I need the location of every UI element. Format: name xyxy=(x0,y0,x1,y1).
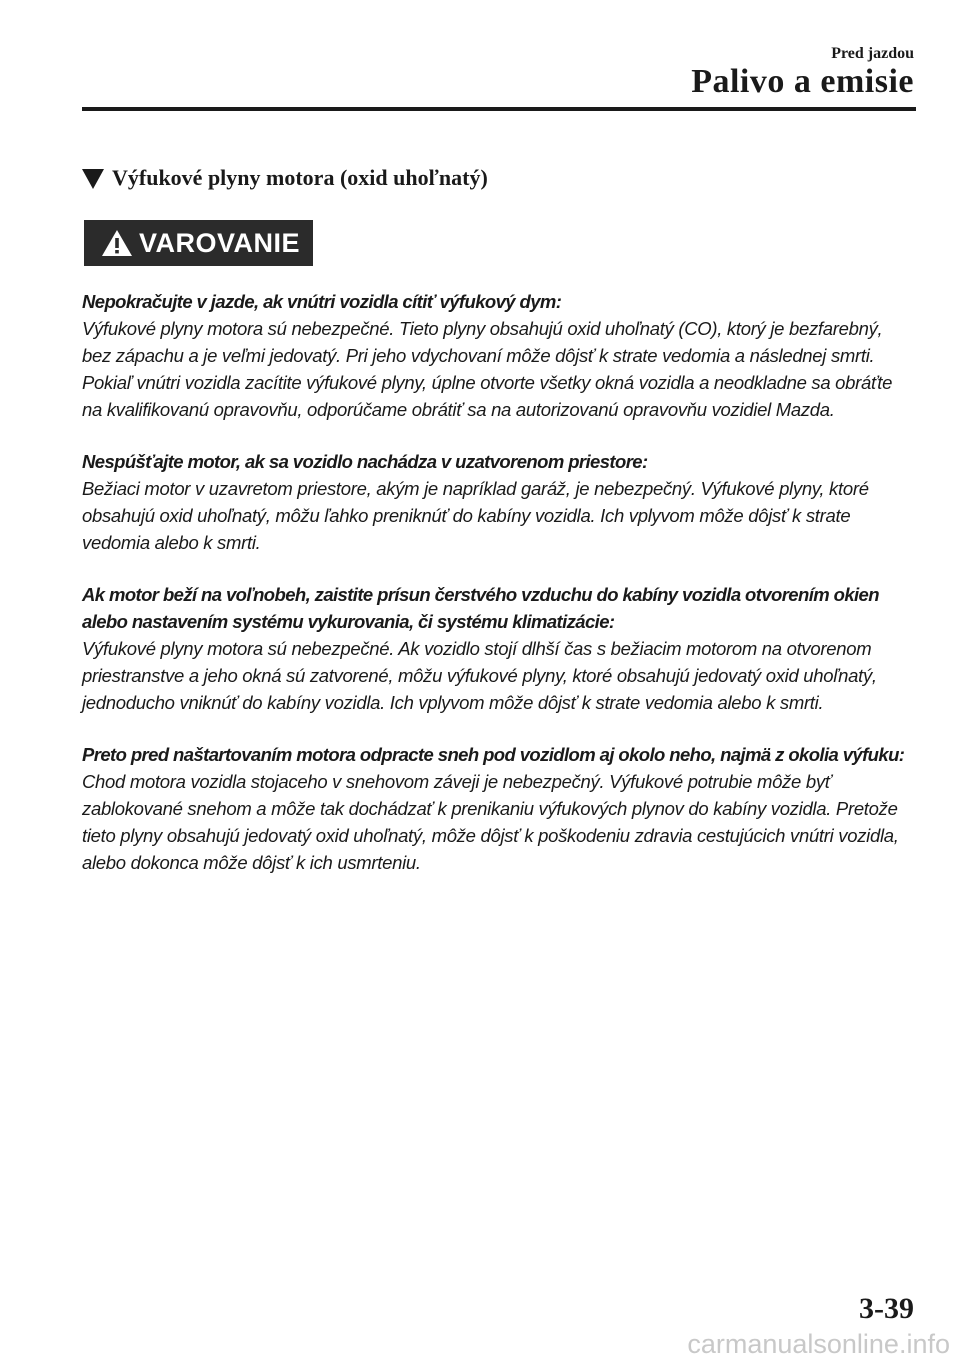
watermark: carmanualsonline.info xyxy=(687,1329,950,1359)
section-title xyxy=(82,164,488,192)
warning-paragraph xyxy=(82,581,912,716)
warning-badge xyxy=(84,220,313,266)
paragraph-heading: Ak motor beží na voľnobeh, zaistite prísun čerstvého vzduchu do kabíny vozidla otvorením okien alebo nastavením systému vykurovania, či systému klimatizácie: xyxy=(82,584,879,632)
triangle-down-icon xyxy=(82,169,104,189)
paragraph-heading: Nespúšťajte motor, ak sa vozidlo nachádza v uzatvorenom priestore: xyxy=(82,451,648,472)
section-title-text: Výfukové plyny motora (oxid uhoľnatý) xyxy=(112,165,488,190)
warning-label: VAROVANIE xyxy=(138,228,300,258)
paragraph-body: Výfukové plyny motora sú nebezpečné. Ak vozidlo stojí dlhší čas s bežiacim motorom na otvorenom priestranstve a jeho okná sú zatvorené, môžu výfukové plyny, ktoré obsahujú jedovatý oxid uhoľnatý, jednoducho vniknúť do kabíny vozidla. Ich vplyvom môže dôjsť k strate vedomia alebo k smrti. xyxy=(82,638,877,713)
paragraph-heading: Preto pred naštartovaním motora odpracte sneh pod vozidlom aj okolo neho, najmä z okolia výfuku: xyxy=(82,744,905,765)
warning-content xyxy=(82,288,912,901)
warning-triangle-icon xyxy=(101,229,133,257)
section-header: Palivo a emisie xyxy=(691,63,914,100)
paragraph-body: Bežiaci motor v uzavretom priestore, akým je napríklad garáž, je nebezpečný. Výfukové plyny, ktoré obsahujú oxid uhoľnatý, môžu ľahko preniknúť do kabíny vozidla. Ich vplyvom môže dôjsť k strate vedomia alebo k smrti. xyxy=(82,478,869,553)
warning-paragraph xyxy=(82,288,912,423)
warning-paragraph xyxy=(82,741,912,876)
header-divider xyxy=(82,107,916,111)
chapter-title: Pred jazdou xyxy=(831,45,914,62)
paragraph-body: Výfukové plyny motora sú nebezpečné. Tieto plyny obsahujú oxid uhoľnatý (CO), ktorý je bezfarebný, bez zápachu a je veľmi jedovatý. Pri jeho vdychovaní môže dôjsť k strate vedomia a následnej smrti. Pokiaľ vnútri vozidla zacítite výfukové plyny, úplne otvorte všetky okná vozidla a neodkladne sa obráťte na kvalifikovanú opravovňu, odporúčame obrátiť sa na autorizovanú opravovňu vozidiel Mazda. xyxy=(82,318,893,420)
paragraph-body: Chod motora vozidla stojaceho v snehovom záveji je nebezpečný. Výfukové potrubie môže byť zablokované snehom a môže tak dochádzať k prenikaniu výfukových plynov do kabíny vozidla. Pretože tieto plyny obsahujú jedovatý oxid uhoľnatý, môže dôjsť k poškodeniu zdravia cestujúcich vnútri vozidla, alebo dokonca môže dôjsť k ich usmrteniu. xyxy=(82,771,899,873)
page-number: 3-39 xyxy=(859,1292,914,1325)
paragraph-heading: Nepokračujte v jazde, ak vnútri vozidla cítiť výfukový dym: xyxy=(82,291,562,312)
warning-paragraph xyxy=(82,448,912,556)
